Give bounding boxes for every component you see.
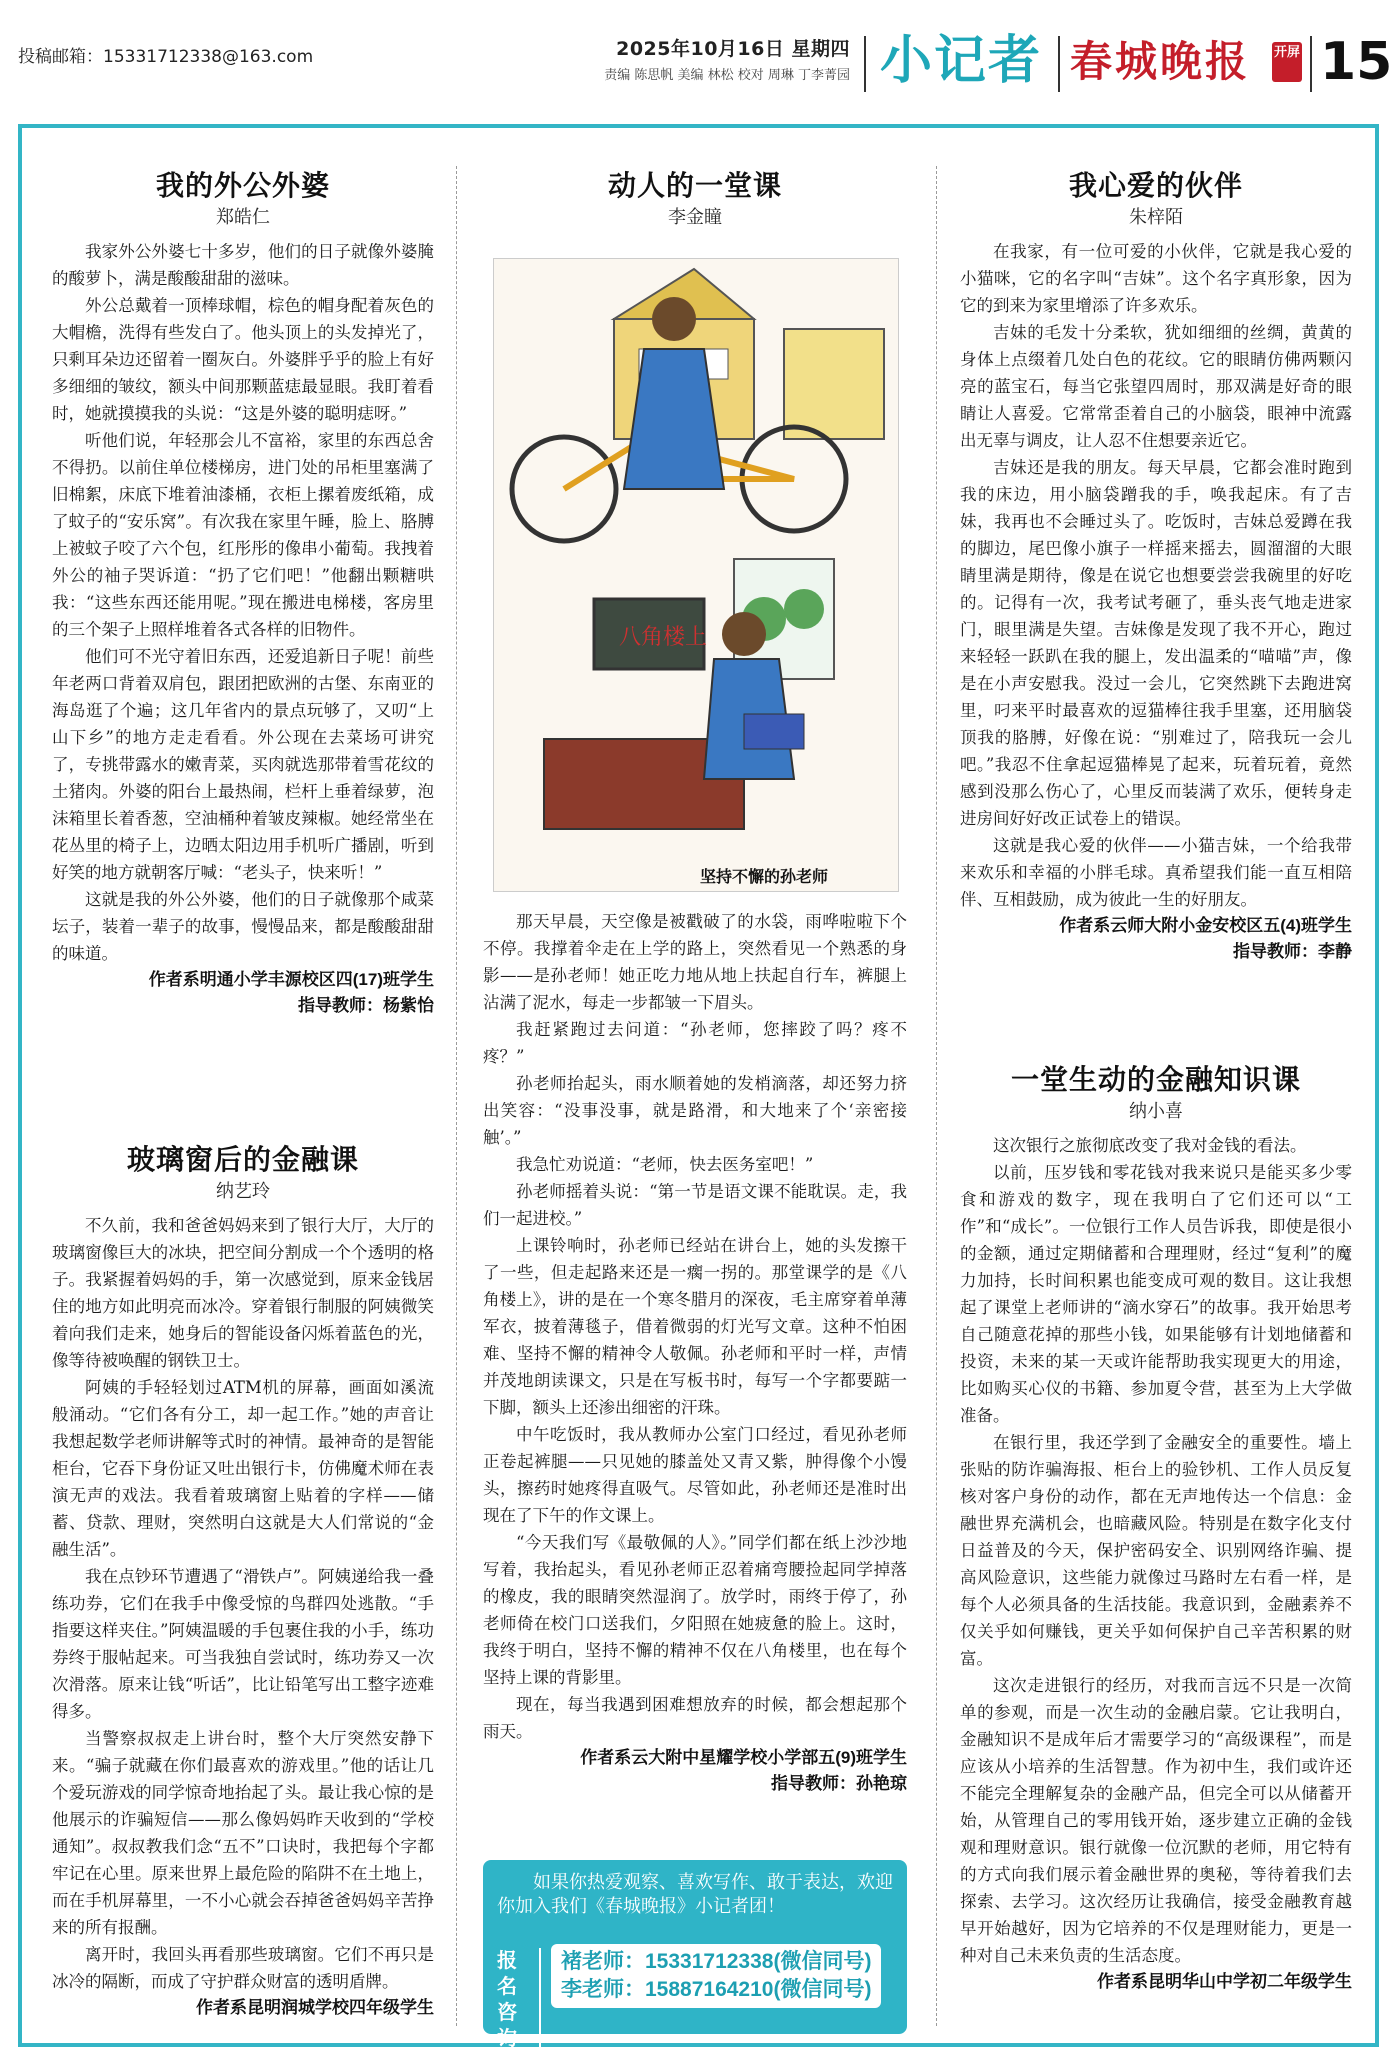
paragraph: 这就是我的外公外婆，他们的日子就像那个咸菜坛子，装着一辈子的故事，慢慢品来，都是酸酸甜甜的味道。 <box>52 890 434 963</box>
article-title: 玻璃窗后的金融课 <box>126 1143 359 1176</box>
issue-date: 2025年10月16日 星期四 <box>616 38 850 60</box>
paragraph: 在银行里，我还学到了金融安全的重要性。墙上张贴的防诈骗海报、柜台上的验钞机、工作人员反复核对客户身份的动作，都在无声地传达一个信息：金融世界充满机会，也暗藏风险。特别是在数字化支付日益普及的今天，保护密码安全、识别网络诈骗、提高风险意识，这些能力就像过马路时左右看一样，是每个人必须具备的生活技能。我意识到，金融素养不仅关乎如何赚钱，更关乎如何保护自己辛苦积累的财富。 <box>960 1433 1352 1668</box>
submission-email: 投稿邮箱：15331712338@163.com <box>18 47 314 67</box>
paragraph: 吉妹的毛发十分柔软，犹如细细的丝绸，黄黄的身体上点缀着几处白色的花纹。它的眼睛仿佛两颗闪亮的蓝宝石，每当它张望四周时，那双满是好奇的眼睛让人喜爱。它常常歪着自己的小脑袋，眼神中流露出无辜与调皮，让人忍不住想要亲近它。 <box>960 323 1352 450</box>
header-divider <box>1058 36 1060 92</box>
section-brand: 小记者 <box>880 31 1043 91</box>
contact-phones <box>551 1944 881 2008</box>
paragraph: 上课铃响时，孙老师已经站在讲台上，她的头发擦干了一些，但走起路来还是一瘸一拐的。那堂课学的是《八角楼上》，讲的是在一个寒冬腊月的深夜，毛主席穿着单薄军衣，披着薄毯子，借着微弱的灯光写文章。这种不怕困难、坚持不懈的精神令人敬佩。孙老师和平时一样，声情并茂地朗读课文，只是在写板书时，每写一个字都要踮一下脚，额头上还渗出细密的汗珠。 <box>483 1236 907 1417</box>
article-title: 我心爱的伙伴 <box>1068 169 1243 202</box>
article-author: 纳艺玲 <box>216 1181 270 1201</box>
paragraph: 离开时，我回头再看那些玻璃窗。它们不再只是冰冷的隔断，而成了守护群众财富的透明盾牌。 <box>52 1945 434 1991</box>
advisor-teacher: 指导教师：孙艳琼 <box>771 1774 907 1793</box>
header-divider <box>1310 36 1312 92</box>
author-affiliation: 作者系昆明华山中学初二年级学生 <box>1097 1972 1352 1991</box>
article-title: 一堂生动的金融知识课 <box>1010 1063 1301 1096</box>
paragraph: 外公总戴着一顶棒球帽，棕色的帽身配着灰色的大帽檐，洗得有些发白了。他头顶上的头发掉光了，只剩耳朵边还留着一圈灰白。外婆胖乎乎的脸上有好多细细的皱纹，额头中间那颗蓝痣最显眼。我盯着看时，她就摸摸我的头说：“这是外婆的聪明痣呀。” <box>52 296 434 423</box>
advisor-teacher: 指导教师：杨紫怡 <box>298 996 434 1015</box>
column-divider <box>456 166 457 2026</box>
paragraph: 我家外公外婆七十多岁，他们的日子就像外婆腌的酸萝卜，满是酸酸甜甜的滋味。 <box>52 242 434 288</box>
paragraph: 这次银行之旅彻底改变了我对金钱的看法。 <box>993 1136 1307 1155</box>
illustration-caption: 坚持不懈的孙老师 <box>700 869 829 886</box>
paragraph: 不久前，我和爸爸妈妈来到了银行大厅，大厅的玻璃窗像巨大的冰块，把空间分割成一个个透明的格子。我紧握着妈妈的手，第一次感觉到，原来金钱居住的地方如此明亮而冰冷。穿着银行制服的阿姨微笑着向我们走来，她身后的智能设备闪烁着蓝色的光，像等待被唤醒的钢铁卫士。 <box>52 1216 434 1370</box>
article-waigong-waipo <box>52 166 434 1019</box>
article-moving-lesson <box>483 166 907 238</box>
kaiping-badge: 开屏 <box>1272 42 1302 82</box>
join-reporter-banner <box>483 1860 907 2050</box>
advisor-teacher: 指导教师：李静 <box>1233 942 1352 961</box>
page-number: 15 <box>1320 32 1393 92</box>
paragraph: 中午吃饭时，我从教师办公室门口经过，看见孙老师正卷起裤腿——只见她的膝盖处又青又紫，肿得像个小馒头，擦药时她疼得直吸气。尽管如此，孙老师还是准时出现在了下午的作文课上。 <box>483 1425 907 1525</box>
board-text: 八角楼上 <box>619 625 708 650</box>
paragraph: 当警察叔叔走上讲台时，整个大厅突然安静下来。“骗子就藏在你们最喜欢的游戏里。”他的话让几个爱玩游戏的同学惊奇地抬起了头。最让我心惊的是他展示的诈骗短信——那么像妈妈昨天收到的“学校通知”。叔叔教我们念“五不”口诀时，我把每个字都牢记在心里。原来世界上最危险的陷阱不在土地上，而在手机屏幕里，一不小心就会吞掉爸爸妈妈辛苦挣来的所有报酬。 <box>52 1729 434 1937</box>
author-affiliation: 作者系昆明润城学校四年级学生 <box>196 1998 434 2017</box>
paragraph: 现在，每当我遇到困难想放弃的时候，都会想起那个雨天。 <box>483 1695 907 1741</box>
paragraph: 他们可不光守着旧东西，还爱追新日子呢！前些年老两口背着双肩包，跟团把欧洲的古堡、东南亚的海岛逛了个遍；这几年省内的景点玩够了，又叨“上山下乡”的地方走走看看。外公现在去菜场可讲究了，专挑带露水的嫩青菜，买肉就选那带着雪花纹的土猪肉。外婆的阳台上最热闹，栏杆上垂着绿萝，泡沫箱里长着香葱，空油桶种着皱皮辣椒。她经常坐在花丛里的椅子上，边晒太阳边用手机听广播剧，听到好笑的地方就朝客厅喊：“老头子，快来听！” <box>52 647 434 882</box>
article-beloved-companion <box>960 166 1352 965</box>
article-title: 我的外公外婆 <box>155 169 330 202</box>
article-title: 动人的一堂课 <box>607 169 782 202</box>
teacher-illustration-icon <box>494 259 899 892</box>
paragraph: “今天我们写《最敬佩的人》。”同学们都在纸上沙沙地写着，我抬起头，看见孙老师正忍着痛弯腰捡起同学掉落的橡皮，我的眼睛突然湿润了。放学时，雨终于停了，孙老师倚在校门口送我们，夕阳照在她疲惫的脸上。这时，我终于明白，坚持不懈的精神不仅在八角楼里，也在每个坚持上课的背影里。 <box>483 1533 907 1687</box>
author-affiliation: 作者系云师大附小金安校区五(4)班学生 <box>1059 916 1352 935</box>
paragraph: 我急忙劝说道：“老师，快去医务室吧！” <box>516 1155 814 1174</box>
paragraph: 我在点钞环节遭遇了“滑铁卢”。阿姨递给我一叠练功券，它们在我手中像受惊的鸟群四处逃散。“手指要这样夹住。”阿姨温暖的手包裹住我的小手，练功券终于服帖起来。可当我独自尝试时，练功券又一次次滑落。原来让钱“听话”，比让铅笔写出工整字迹难得多。 <box>52 1567 434 1721</box>
paragraph: 吉妹还是我的朋友。每天早晨，它都会准时跑到我的床边，用小脑袋蹭我的手，唤我起床。有了吉妹，我再也不会睡过头了。吃饭时，吉妹总爱蹲在我的脚边，尾巴像小旗子一样摇来摇去，圆溜溜的大眼睛里满是期待，像是在说它也想要尝尝我碗里的好吃的。记得有一次，我考试考砸了，垂头丧气地走进家门，眼里满是失望。吉妹像是发现了我不开心，跑过来轻轻一跃趴在我的腿上，发出温柔的“喵喵”声，像是在小声安慰我。没过一会儿，它突然跳下去跑进窝里，叼来平时最喜欢的逗猫棒往我手里塞，还用脑袋顶我的胳膊，好像在说：“别难过了，陪我玩一会儿吧。”我忍不住拿起逗猫棒晃了起来，玩着玩着，竟然感到没那么伤心了，心里反而装满了欢乐，便转身走进房间好好改正试卷上的错误。 <box>960 458 1352 828</box>
column-divider <box>936 166 937 2026</box>
paragraph: 我赶紧跑过去问道：“孙老师，您摔跤了吗？疼不疼？” <box>483 1020 907 1066</box>
signup-label: 报名咨询 <box>497 1948 541 2052</box>
article-author: 李金瞳 <box>668 207 722 227</box>
page-header <box>0 0 1397 120</box>
paragraph: 在我家，有一位可爱的小伙伴，它就是我心爱的小猫咪，它的名字叫“吉妹”。这个名字真形象，因为它的到来为家里增添了许多欢乐。 <box>960 242 1352 315</box>
article-author: 纳小喜 <box>1129 1101 1183 1121</box>
contact-phone-1: 褚老师：15331712338(微信同号) <box>561 1950 872 1973</box>
paragraph: 阿姨的手轻轻划过ATM机的屏幕，画面如溪流般涌动。“它们各有分工，却一起工作。”她的声音让我想起数学老师讲解等式时的神情。最神奇的是智能柜台，它吞下身份证又吐出银行卡，仿佛魔术师在表演无声的戏法。我看着玻璃窗上贴着的字样——储蓄、贷款、理财，突然明白这就是大人们常说的“金融生活”。 <box>52 1378 434 1559</box>
paragraph: 以前，压岁钱和零花钱对我来说只是能买多少零食和游戏的数字，现在我明白了它们还可以“工作”和“成长”。一位银行工作人员告诉我，即使是很小的金额，通过定期储蓄和合理理财，经过“复利”的魔力加持，长时间积累也能变成可观的数目。这让我想起了课堂上老师讲的“滴水穿石”的故事。我开始思考自己随意花掉的那些小钱，如果能够有计划地储蓄和投资，未来的某一天或许能帮助我实现更大的用途，比如购买心仪的书籍、参加夏令营，甚至为上大学做准备。 <box>960 1163 1352 1425</box>
paragraph: 孙老师摇着头说：“第一节是语文课不能耽误。走，我们一起进校。” <box>483 1182 907 1228</box>
header-divider <box>864 36 866 92</box>
illustration-teacher <box>493 258 899 892</box>
newspaper-logo: 春城晚报 <box>1070 37 1251 86</box>
editor-credits: 责编 陈思帆 美编 林松 校对 周琳 丁李菁园 <box>604 68 850 83</box>
author-affiliation: 作者系明通小学丰源校区四(17)班学生 <box>148 970 434 989</box>
paragraph: 孙老师抬起头，雨水顺着她的发梢滴落，却还努力挤出笑容：“没事没事，就是路滑，和大地来了个‘亲密接触’。” <box>483 1074 907 1147</box>
article-glass-window-finance <box>52 1140 434 2021</box>
article-finance-lesson <box>960 1060 1352 1995</box>
paragraph: 听他们说，年轻那会儿不富裕，家里的东西总舍不得扔。以前住单位楼梯房，进门处的吊柜里塞满了旧棉絮，床底下堆着油漆桶，衣柜上摞着废纸箱，成了蚊子的“安乐窝”。有次我在家里午睡，脸上、胳膊上被蚊子咬了六个包，红彤彤的像串小葡萄。我拽着外公的袖子哭诉道：“扔了它们吧！”他翻出颗糖哄我：“这些东西还能用呢。”现在搬进电梯楼，客房里的三个架子上照样堆着各式各样的旧物件。 <box>52 431 434 639</box>
author-affiliation: 作者系云大附中星耀学校小学部五(9)班学生 <box>580 1748 907 1767</box>
contact-phone-2: 李老师：15887164210(微信同号) <box>561 1978 872 2001</box>
paragraph: 那天早晨，天空像是被戳破了的水袋，雨哗啦啦下个不停。我撑着伞走在上学的路上，突然看见一个熟悉的身影——是孙老师！她正吃力地从地上扶起自行车，裤腿上沾满了泥水，每走一步都皱一下眉头。 <box>483 912 907 1012</box>
article-author: 郑皓仁 <box>216 207 270 227</box>
paragraph: 这次走进银行的经历，对我而言远不只是一次简单的参观，而是一次生动的金融启蒙。它让我明白，金融知识不是成年后才需要学习的“高级课程”，而是应该从小培养的生活智慧。作为初中生，我们或许还不能完全理解复杂的金融产品，但完全可以从储蓄开始，从管理自己的零用钱开始，逐步建立正确的金钱观和理财意识。银行就像一位沉默的老师，用它特有的方式向我们展示着金融世界的奥秘，等待着我们去探索、去学习。这次经历让我确信，接受金融教育越早开始越好，因为它培养的不仅是理财能力，更是一种对自己未来负责的生活态度。 <box>960 1676 1352 1965</box>
article-author: 朱梓陌 <box>1129 207 1183 227</box>
paragraph: 这就是我心爱的伙伴——小猫吉妹，一个给我带来欢乐和幸福的小胖毛球。真希望我们能一直互相陪伴、互相鼓励，成为彼此一生的好朋友。 <box>960 836 1352 909</box>
join-text: 如果你热爱观察、喜欢写作、敢于表达，欢迎你加入我们《春城晚报》小记者团！ <box>497 1872 893 1916</box>
article-moving-lesson-body <box>483 908 907 1797</box>
date-block <box>590 34 850 83</box>
